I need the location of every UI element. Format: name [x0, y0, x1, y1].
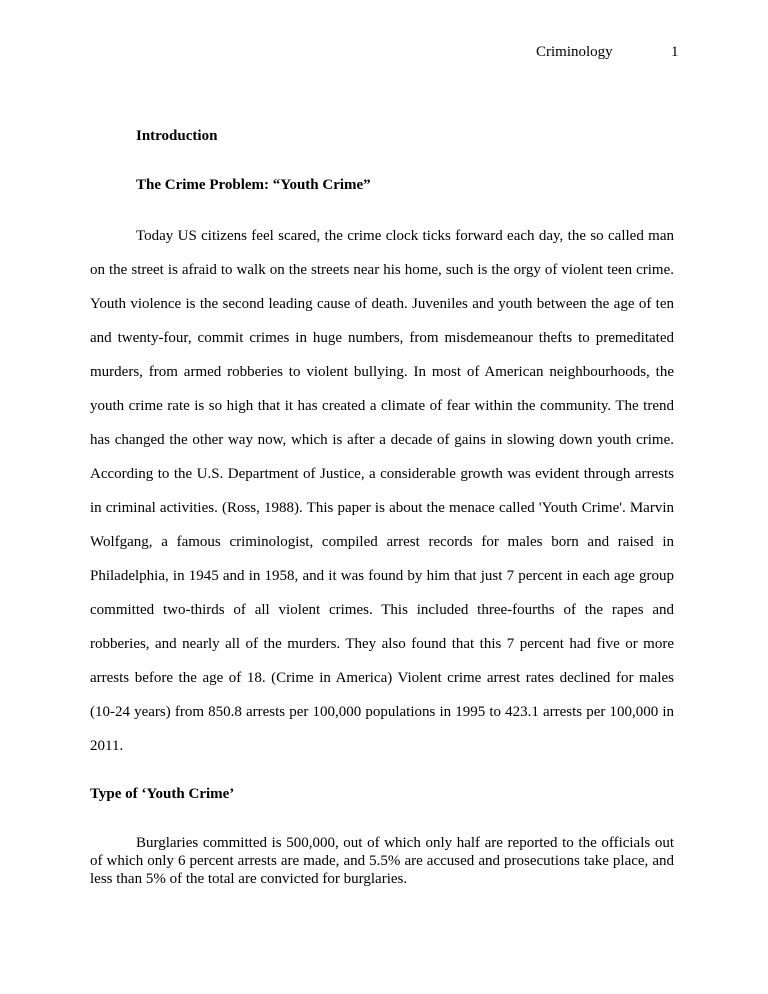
page-number: 1 — [671, 44, 679, 60]
heading-type-of-youth-crime: Type of ‘Youth Crime’ — [90, 786, 235, 802]
paragraph-intro: Today US citizens feel scared, the crime clock ticks forward each day, the so called man on the street is afraid to walk on the streets near his home, such is the orgy of violent teen crime. Youth violence is the second leading cause of death. Juveniles and youth between the age of ten and twenty-four, commit crimes in huge numbers, from misdemeanour thefts to premeditated murders, from armed robberies to violent bullying. In most of American neighbourhoods, the youth crime rate is so high that it has created a climate of fear within the community. The trend has changed the other way now, which is after a decade of gains in slowing down youth crime. According to the U.S. Department of Justice, a considerable growth was evident through arrests in criminal activities. (Ross, 1988). This paper is about the menace called 'Youth Crime'. Marvin Wolfgang, a famous criminologist, compiled arrest records for males born and raised in Philadelphia, in 1945 and in 1958, and it was found by him that just 7 percent in each age group committed two-thirds of all violent crimes. This included three-fourths of the rapes and robberies, and nearly all of the murders. They also found that this 7 percent had five or more arrests before the age of 18. (Crime in America) Violent crime arrest rates declined for males (10-24 years) from 850.8 arrests per 100,000 populations in 1995 to 423.1 arrests per 100,000 in 2011. — [90, 228, 674, 754]
paragraph-burglaries: Burglaries committed is 500,000, out of which only half are reported to the officials out of which only 6 percent arrests are made, and 5.5% are accused and prosecutions take place, and less than 5% of the total are convicted for burglaries. — [90, 835, 674, 887]
running-title: Criminology — [536, 44, 613, 60]
running-header — [0, 44, 768, 68]
heading-crime-problem: The Crime Problem: “Youth Crime” — [136, 177, 371, 193]
heading-introduction: Introduction — [136, 128, 218, 144]
